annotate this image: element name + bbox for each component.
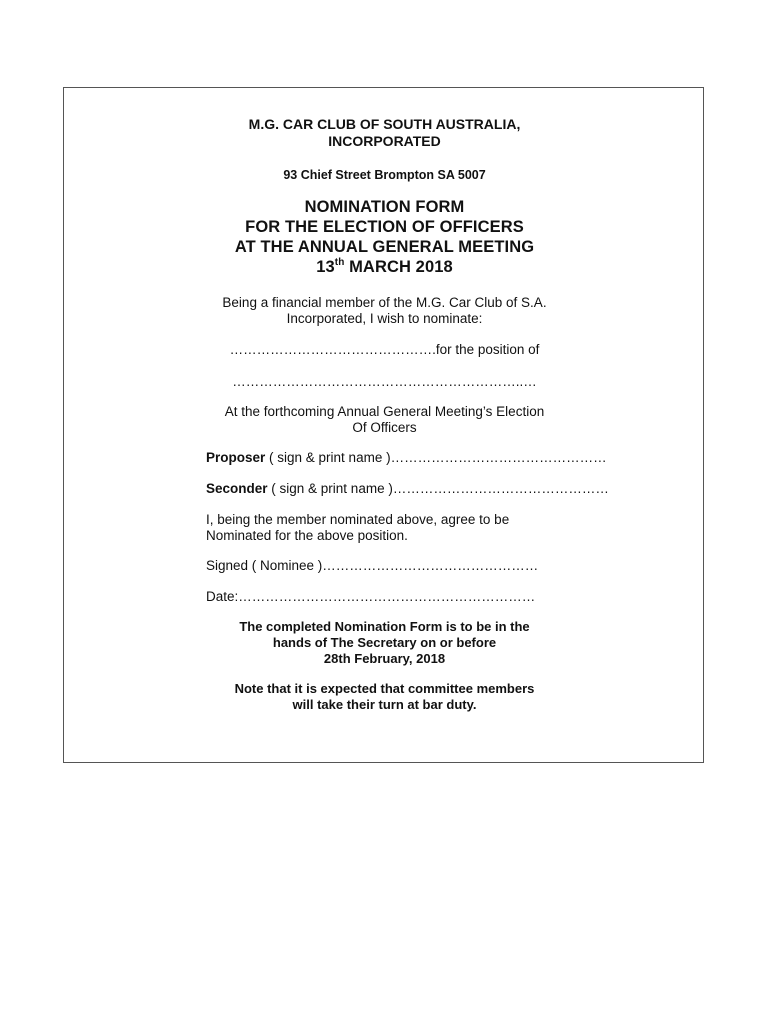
duty-note-line1: Note that it is expected that committee members: [234, 681, 535, 696]
election-line2: Of Officers: [352, 420, 417, 435]
nominee-signature-field[interactable]: Signed ( Nominee )…………………………………………: [206, 558, 539, 573]
form-title-line2: FOR THE ELECTION OF OFFICERS: [245, 218, 524, 236]
agreement-line1: I, being the member nominated above, agree to be: [206, 512, 510, 527]
date-field[interactable]: Date:…………………………………………………………: [206, 589, 536, 604]
form-title-line1: NOMINATION FORM: [304, 198, 465, 216]
proposer-label: Proposer: [206, 450, 266, 465]
position-field[interactable]: ………………………………………………………..…: [232, 374, 537, 389]
intro-line1: Being a financial member of the M.G. Car Club of S.A.: [222, 295, 547, 310]
meeting-date-day: 13: [316, 258, 335, 276]
deadline-line1: The completed Nomination Form is to be in the: [239, 619, 530, 634]
seconder-rest: ( sign & print name )…………………………………………: [267, 481, 609, 496]
meeting-date-suffix: th: [334, 256, 345, 268]
club-name-line2: INCORPORATED: [328, 133, 441, 149]
duty-note-line2: will take their turn at bar duty.: [292, 697, 477, 712]
proposer-rest: ( sign & print name )…………………………………………: [265, 450, 607, 465]
seconder-label: Seconder: [206, 481, 268, 496]
club-name-line1: M.G. CAR CLUB OF SOUTH AUSTRALIA,: [248, 116, 521, 132]
seconder-field[interactable]: [206, 481, 609, 496]
deadline-line3: 28th February, 2018: [323, 651, 446, 666]
nominee-name-field[interactable]: ……………………………………….for the position of: [229, 342, 540, 357]
meeting-date: [64, 258, 705, 277]
form-title-line3: AT THE ANNUAL GENERAL MEETING: [234, 238, 535, 256]
meeting-date-rest: MARCH 2018: [344, 258, 453, 276]
agreement-line2: Nominated for the above position.: [206, 528, 408, 543]
proposer-field[interactable]: [206, 450, 607, 465]
deadline-line2: hands of The Secretary on or before: [272, 635, 497, 650]
election-line1: At the forthcoming Annual General Meeting’s Election: [224, 404, 545, 419]
nomination-form-frame: [63, 87, 704, 763]
club-address: 93 Chief Street Brompton SA 5007: [283, 168, 486, 182]
intro-line2: Incorporated, I wish to nominate:: [286, 311, 483, 326]
